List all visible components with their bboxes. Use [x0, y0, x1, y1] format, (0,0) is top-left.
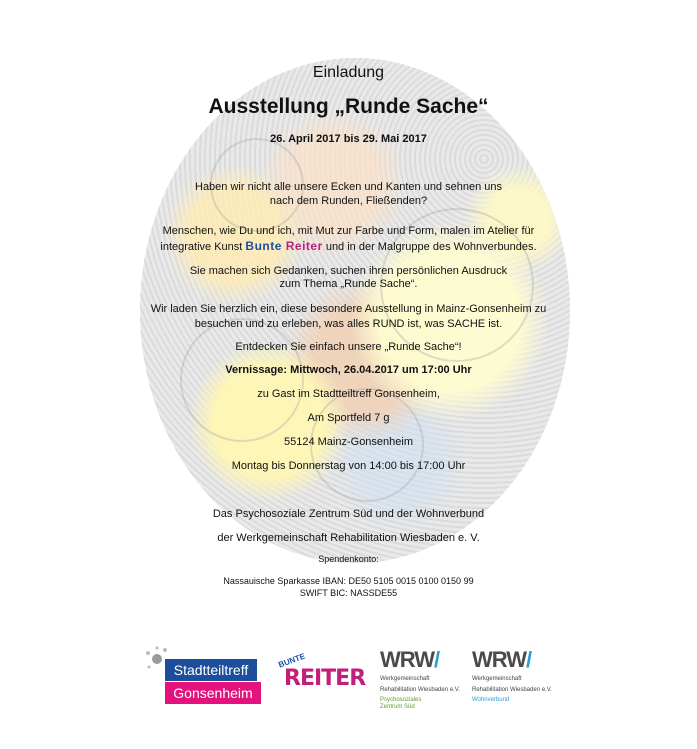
- paragraph-4-line-2: besuchen und zu erleben, was alles RUND ist, was SACHE ist.: [194, 318, 503, 330]
- city-address: 55124 Mainz-Gonsenheim: [283, 436, 414, 448]
- date-range: 26. April 2017 bis 29. Mai 2017: [270, 133, 427, 145]
- paragraph-4-line-1: Wir laden Sie herzlich ein, diese besondere Ausstellung in Mainz-Gonsenheim zu: [150, 303, 547, 315]
- paragraph-1-line-1: Haben wir nicht alle unsere Ecken und Kanten und sehnen uns: [195, 181, 502, 193]
- wrw-wordmark: [472, 648, 582, 672]
- wrw-slash: /: [526, 647, 532, 672]
- paragraph-5: Entdecken Sie einfach unsere „Runde Sache“!: [235, 341, 462, 353]
- bunte-reiter-name: [245, 239, 322, 253]
- wrw-subtitle-1: Werkgemeinschaft: [380, 676, 430, 682]
- paragraph-3-line-2: zum Thema „Runde Sache“.: [279, 278, 418, 290]
- stadtteiltreff-label: Stadtteiltreff: [165, 659, 257, 681]
- wrw-subtitle-2: Rehabilitation Wiesbaden e.V.: [472, 687, 552, 693]
- organizer-line-2: der Werkgemeinschaft Rehabilitation Wiesbaden e. V.: [217, 532, 480, 544]
- bunte-reiter-logo: [277, 648, 366, 706]
- organizer-line-1: Das Psychosoziale Zentrum Süd und der Wohnverbund: [212, 508, 485, 520]
- donation-swift: SWIFT BIC: NASSDE55: [299, 588, 398, 598]
- wrw-letters: WRW: [472, 647, 527, 672]
- vernissage: Vernissage: Mittwoch, 26.04.2017 um 17:00 Uhr: [225, 364, 472, 376]
- paragraph-2-line-2: [0, 239, 697, 253]
- wrw-subtitle-2: Rehabilitation Wiesbaden e.V.: [380, 687, 460, 693]
- wrw-subtitle-3: Wohnverbund: [472, 697, 510, 703]
- page-title: Ausstellung „Runde Sache“: [208, 95, 489, 118]
- wrw-subtitle-1: Werkgemeinschaft: [472, 676, 522, 682]
- wrw-subtitle-4: Zentrum Süd: [380, 704, 415, 710]
- venue: zu Gast im Stadtteiltreff Gonsenheim,: [257, 388, 440, 400]
- paragraph-2-post: und in der Malgruppe des Wohnverbundes.: [322, 241, 537, 253]
- paragraph-3-line-1: Sie machen sich Gedanken, suchen ihren persönlichen Ausdruck: [189, 265, 508, 277]
- bunte-small-label: BUNTE: [277, 651, 307, 670]
- street-address: Am Sportfeld 7 g: [307, 412, 390, 424]
- wrw-slash: /: [434, 647, 440, 672]
- bunte-word: Bunte: [245, 239, 282, 253]
- donation-bank: Nassauische Sparkasse IBAN: DE50 5105 0015 0100 0150 99: [223, 576, 474, 586]
- opening-hours: Montag bis Donnerstag von 14:00 bis 17:00 Uhr: [231, 460, 466, 472]
- gonsenheim-label: Gonsenheim: [165, 682, 261, 704]
- paragraph-2-pre: integrative Kunst: [160, 241, 246, 253]
- paragraph-1-line-2: nach dem Runden, Fließenden?: [269, 195, 428, 207]
- wrw-subtitle-3: Psychosoziales: [380, 697, 422, 703]
- einladung-heading: Einladung: [312, 64, 385, 81]
- paragraph-2-line-1: Menschen, wie Du und ich, mit Mut zur Farbe und Form, malen im Atelier für: [162, 225, 535, 237]
- wrw-letters: WRW: [380, 647, 435, 672]
- reiter-big-label: REITER: [284, 666, 366, 691]
- stadtteiltreff-logo: [143, 645, 261, 713]
- reiter-word: Reiter: [285, 239, 323, 253]
- wrw-logo-wohnverbund: [472, 648, 582, 718]
- donation-label: Spendenkonto:: [318, 554, 379, 564]
